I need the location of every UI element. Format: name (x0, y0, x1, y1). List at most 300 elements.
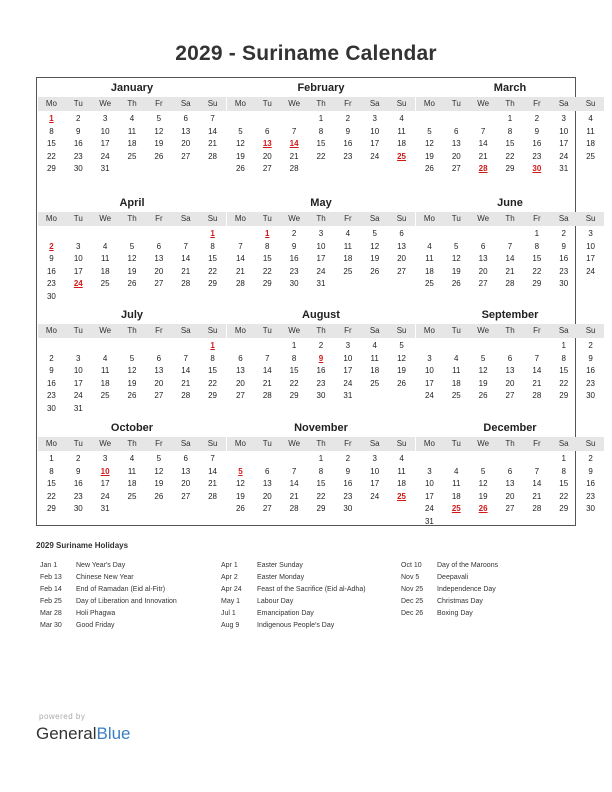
day-cell: 1 (49, 454, 54, 463)
holiday-day-cell: 13 (262, 139, 272, 148)
day-cell: 11 (127, 126, 137, 136)
day-cell: 9 (534, 126, 540, 136)
day-grid (416, 340, 604, 403)
month-december (416, 420, 604, 528)
day-cell: 12 (127, 366, 137, 375)
day-cell: 15 (262, 254, 272, 263)
day-cell: 16 (46, 266, 56, 276)
day-cell: 12 (397, 353, 407, 363)
day-cell: 8 (265, 241, 270, 251)
day-cell: 23 (73, 151, 83, 161)
day-cell: 7 (183, 241, 188, 251)
day-cell: 28 (289, 164, 299, 173)
day-cell: 2 (318, 341, 324, 350)
holiday-day-cell: 25 (397, 491, 407, 501)
day-cell: 8 (318, 126, 324, 136)
day-cell: 8 (534, 241, 540, 251)
day-cell: 6 (480, 241, 486, 251)
day-cell: 2 (291, 229, 297, 238)
day-cell: 1 (561, 454, 566, 463)
weekday-label: Mo (234, 326, 246, 335)
holiday-day-cell: 26 (478, 504, 488, 513)
day-cell: 24 (370, 151, 380, 161)
day-cell: 13 (262, 479, 272, 488)
day-cell: 22 (316, 491, 326, 501)
day-cell: 15 (289, 366, 299, 375)
day-cell: 26 (397, 378, 407, 388)
month-april (38, 195, 226, 303)
holiday-date: Dec 25 (401, 598, 424, 605)
day-cell: 21 (235, 266, 245, 276)
day-cell: 21 (208, 479, 218, 488)
day-cell: 26 (154, 151, 164, 161)
holiday-name: Day of the Maroons (437, 562, 499, 569)
day-cell: 21 (208, 139, 218, 148)
empty-day-cell (227, 340, 254, 353)
empty-day-cell (523, 453, 550, 466)
weekday-label: Fr (533, 214, 541, 223)
day-cell: 1 (507, 114, 513, 123)
day-cell: 2 (588, 454, 593, 463)
empty-day-cell (38, 340, 65, 353)
day-cell: 29 (505, 164, 515, 173)
day-cell: 8 (561, 353, 566, 363)
day-cell: 6 (454, 126, 459, 136)
holiday-row (221, 608, 366, 620)
day-cell: 13 (181, 126, 191, 136)
day-cell: 22 (559, 378, 569, 388)
empty-day-cell (497, 340, 524, 353)
weekday-label: We (288, 99, 301, 108)
weekday-label: Tu (451, 439, 461, 448)
empty-day-cell (281, 453, 308, 466)
day-cell: 6 (399, 229, 404, 238)
holiday-date: Mar 30 (40, 622, 62, 629)
day-cell: 21 (289, 491, 299, 501)
weekday-label: Su (207, 99, 218, 108)
day-cell: 2 (534, 114, 540, 123)
empty-day-cell (92, 340, 119, 353)
holiday-row (40, 560, 177, 572)
day-cell: 5 (480, 466, 486, 476)
day-cell: 15 (532, 254, 542, 263)
weekday-header (227, 437, 415, 451)
day-cell: 1 (318, 114, 324, 123)
day-cell: 6 (156, 241, 162, 251)
day-cell: 31 (73, 403, 83, 413)
day-cell: 28 (289, 504, 299, 513)
day-cell: 3 (427, 466, 432, 476)
day-cell: 17 (559, 139, 569, 148)
weekday-label: Sa (180, 99, 191, 108)
weekday-label: Tu (262, 326, 272, 335)
day-cell: 30 (73, 504, 83, 513)
weekday-label: Th (127, 99, 137, 108)
day-cell: 27 (181, 491, 191, 501)
day-cell: 10 (73, 366, 83, 375)
day-cell: 11 (425, 254, 434, 263)
month-name: August (302, 309, 340, 321)
day-cell: 4 (372, 341, 377, 350)
weekday-label: Sa (180, 214, 191, 223)
empty-day-cell (416, 228, 443, 241)
day-cell: 7 (210, 454, 215, 463)
day-cell: 17 (424, 491, 434, 501)
day-cell: 19 (397, 366, 407, 375)
day-cell: 20 (154, 266, 164, 276)
day-cell: 7 (291, 466, 297, 476)
day-cell: 5 (156, 454, 162, 463)
weekday-label: Mo (234, 439, 246, 448)
day-cell: 18 (370, 366, 380, 375)
day-cell: 8 (507, 126, 513, 136)
day-cell: 15 (559, 479, 569, 488)
day-cell: 12 (154, 126, 164, 136)
day-cell: 4 (129, 454, 135, 463)
day-cell: 4 (427, 241, 432, 251)
holiday-date: Aug 9 (221, 622, 240, 629)
day-cell: 14 (208, 466, 218, 476)
empty-day-cell (38, 228, 65, 241)
weekday-label: We (477, 326, 490, 335)
day-cell: 27 (154, 391, 164, 400)
day-grid (416, 228, 604, 291)
holiday-name: Emancipation Day (257, 610, 314, 617)
day-cell: 21 (532, 491, 542, 501)
weekday-label: Sa (558, 99, 569, 108)
day-cell: 10 (586, 241, 596, 251)
day-cell: 3 (76, 353, 81, 363)
day-cell: 2 (49, 353, 54, 363)
holiday-column (40, 560, 177, 632)
day-cell: 4 (102, 241, 108, 251)
day-cell: 9 (291, 241, 297, 251)
day-cell: 9 (49, 254, 54, 263)
day-cell: 12 (424, 139, 434, 148)
day-cell: 31 (343, 391, 353, 400)
day-cell: 25 (127, 491, 137, 501)
holiday-name: Good Friday (76, 622, 115, 629)
day-cell: 18 (397, 479, 407, 488)
day-cell: 16 (343, 479, 353, 488)
day-cell: 3 (588, 229, 593, 238)
day-cell: 20 (181, 479, 191, 488)
day-cell: 30 (289, 279, 299, 288)
day-cell: 28 (262, 391, 272, 400)
day-cell: 28 (208, 151, 218, 161)
day-cell: 12 (127, 254, 137, 263)
holiday-day-cell: 10 (100, 466, 110, 476)
day-cell: 24 (100, 151, 110, 161)
day-cell: 18 (127, 139, 137, 148)
day-cell: 10 (424, 366, 434, 375)
day-cell: 23 (586, 378, 596, 388)
day-cell: 13 (478, 254, 488, 263)
weekday-label: Mo (45, 326, 57, 335)
day-cell: 24 (316, 266, 326, 276)
day-cell: 19 (478, 378, 488, 388)
holiday-date: Dec 26 (401, 610, 424, 617)
day-cell: 28 (181, 279, 191, 288)
empty-day-cell (497, 228, 524, 241)
day-cell: 5 (399, 341, 404, 350)
day-cell: 7 (534, 353, 540, 363)
empty-day-cell (443, 453, 470, 466)
day-cell: 27 (235, 391, 245, 400)
weekday-label: Fr (344, 326, 352, 335)
weekday-label: Su (207, 214, 218, 223)
day-cell: 17 (370, 139, 380, 148)
day-cell: 18 (586, 139, 596, 148)
day-cell: 3 (372, 114, 377, 123)
month-name: November (294, 422, 348, 434)
day-cell: 3 (102, 454, 108, 463)
day-cell: 29 (208, 391, 218, 400)
day-cell: 29 (559, 504, 569, 513)
day-cell: 15 (559, 366, 569, 375)
day-cell: 22 (208, 266, 218, 276)
weekday-label: Mo (45, 99, 57, 108)
holiday-name: Christmas Day (437, 598, 483, 605)
weekday-label: Sa (558, 326, 569, 335)
day-cell: 6 (265, 126, 270, 136)
weekday-label: Su (396, 214, 407, 223)
day-cell: 29 (532, 279, 542, 288)
weekday-label: Fr (533, 326, 541, 335)
page-title: 2029 - Suriname Calendar (175, 42, 437, 65)
holiday-row (40, 608, 177, 620)
day-cell: 9 (49, 366, 54, 375)
empty-day-cell (281, 113, 308, 126)
day-cell: 24 (100, 491, 110, 501)
empty-day-cell (470, 340, 497, 353)
empty-day-cell (92, 228, 119, 241)
weekday-label: Tu (451, 326, 461, 335)
weekday-label: Sa (558, 214, 569, 223)
month-september (416, 307, 604, 403)
month-august (227, 307, 415, 403)
day-cell: 3 (76, 241, 81, 251)
day-cell: 23 (343, 151, 353, 161)
weekday-header (416, 97, 604, 111)
holiday-day-cell: 1 (49, 114, 54, 123)
holiday-day-cell: 1 (210, 229, 215, 238)
day-cell: 15 (208, 254, 218, 263)
day-cell: 19 (154, 139, 164, 148)
weekday-label: Tu (73, 99, 83, 108)
day-cell: 22 (46, 491, 56, 501)
weekday-label: We (99, 439, 112, 448)
day-cell: 26 (154, 491, 164, 501)
weekday-label: Mo (45, 439, 57, 448)
day-cell: 2 (561, 229, 566, 238)
day-cell: 24 (73, 391, 83, 400)
day-cell: 27 (262, 164, 272, 173)
day-cell: 21 (505, 266, 515, 276)
weekday-label: We (477, 214, 490, 223)
day-cell: 5 (372, 229, 377, 238)
day-cell: 16 (586, 479, 596, 488)
holiday-name: Holi Phagwa (76, 610, 116, 617)
day-cell: 30 (46, 403, 56, 413)
day-cell: 23 (73, 491, 83, 501)
day-cell: 13 (505, 479, 515, 488)
day-cell: 30 (46, 291, 56, 301)
day-cell: 23 (289, 266, 299, 276)
day-cell: 30 (586, 504, 596, 513)
day-cell: 14 (181, 254, 191, 263)
day-cell: 13 (181, 466, 191, 476)
weekday-label: Tu (262, 99, 272, 108)
day-cell: 11 (452, 366, 461, 375)
day-cell: 17 (73, 378, 83, 388)
day-cell: 20 (478, 266, 488, 276)
day-cell: 15 (46, 139, 56, 148)
day-cell: 26 (127, 279, 137, 288)
holiday-date: Nov 5 (401, 574, 420, 581)
day-cell: 5 (129, 353, 135, 363)
day-cell: 18 (343, 254, 353, 263)
empty-day-cell (119, 340, 146, 353)
holiday-column (221, 560, 366, 632)
holiday-day-cell: 25 (451, 504, 461, 513)
day-cell: 16 (73, 139, 83, 148)
day-cell: 10 (559, 126, 569, 136)
day-cell: 25 (451, 391, 461, 400)
empty-day-cell (523, 340, 550, 353)
day-cell: 19 (478, 491, 488, 501)
day-cell: 28 (532, 504, 542, 513)
holiday-day-cell: 14 (289, 139, 299, 148)
empty-day-cell (172, 228, 199, 241)
weekday-label: Fr (533, 99, 541, 108)
day-cell: 28 (505, 279, 515, 288)
day-cell: 24 (370, 491, 380, 501)
day-cell: 2 (345, 114, 351, 123)
holiday-date: Apr 24 (221, 586, 242, 593)
weekday-label: We (288, 214, 301, 223)
empty-day-cell (145, 340, 172, 353)
weekday-label: Sa (369, 326, 380, 335)
holiday-day-cell: 28 (478, 164, 488, 173)
empty-day-cell (443, 340, 470, 353)
day-cell: 7 (265, 353, 270, 363)
day-cell: 3 (427, 353, 432, 363)
weekday-label: Su (396, 326, 407, 335)
day-grid (227, 453, 415, 516)
day-cell: 12 (235, 139, 245, 148)
weekday-label: Fr (533, 439, 541, 448)
day-cell: 26 (235, 504, 245, 513)
day-cell: 7 (480, 126, 486, 136)
holiday-name: Deepavali (437, 574, 469, 581)
holiday-date: Jan 1 (40, 562, 58, 569)
day-cell: 18 (451, 378, 461, 388)
holiday-row (401, 584, 498, 596)
holiday-name: Boxing Day (437, 610, 473, 617)
weekday-label: Th (505, 214, 515, 223)
weekday-label: Th (127, 439, 137, 448)
holiday-date: Mar 28 (40, 610, 62, 617)
month-november (227, 420, 415, 516)
holiday-name: Easter Monday (257, 574, 305, 581)
day-cell: 9 (76, 466, 81, 476)
day-cell: 3 (345, 341, 351, 350)
day-cell: 28 (235, 279, 245, 288)
day-cell: 15 (208, 366, 218, 375)
day-cell: 20 (505, 491, 515, 501)
weekday-header (227, 97, 415, 111)
day-cell: 18 (397, 139, 407, 148)
holiday-name: Indigenous People's Day (257, 622, 335, 629)
day-cell: 19 (370, 254, 380, 263)
generalblue-logo[interactable] (36, 724, 131, 744)
day-cell: 8 (210, 353, 215, 363)
day-cell: 6 (238, 353, 243, 363)
day-cell: 11 (370, 353, 379, 363)
day-cell: 2 (588, 341, 593, 350)
day-cell: 28 (208, 491, 218, 501)
holiday-column (401, 560, 498, 620)
day-cell: 19 (235, 151, 245, 161)
day-cell: 15 (46, 479, 56, 488)
day-cell: 17 (586, 254, 596, 263)
holiday-row (40, 620, 177, 632)
day-cell: 13 (505, 366, 515, 375)
empty-day-cell (416, 340, 443, 353)
day-cell: 17 (73, 266, 83, 276)
day-cell: 7 (507, 241, 513, 251)
day-cell: 3 (102, 114, 108, 123)
day-cell: 4 (454, 353, 459, 363)
day-cell: 23 (316, 378, 326, 388)
day-cell: 22 (316, 151, 326, 161)
day-cell: 24 (343, 378, 353, 388)
holiday-name: Day of Liberation and Innovation (76, 598, 177, 605)
day-cell: 12 (154, 466, 164, 476)
day-cell: 19 (127, 266, 137, 276)
day-cell: 26 (370, 266, 380, 276)
month-july (38, 307, 226, 415)
holiday-row (221, 572, 366, 584)
empty-day-cell (172, 340, 199, 353)
day-cell: 13 (397, 241, 407, 251)
weekday-header (38, 324, 226, 338)
holiday-name: Feast of the Sacrifice (Eid al-Adha) (257, 586, 366, 593)
holiday-row (401, 608, 498, 620)
day-cell: 1 (561, 341, 566, 350)
day-cell: 15 (505, 139, 515, 148)
weekday-label: Tu (262, 439, 272, 448)
day-cell: 11 (100, 254, 110, 263)
day-cell: 9 (345, 466, 351, 476)
weekday-label: Fr (155, 326, 163, 335)
holiday-date: Feb 25 (40, 598, 62, 605)
day-cell: 14 (532, 366, 542, 375)
day-cell: 15 (316, 479, 326, 488)
day-cell: 16 (532, 139, 542, 148)
day-cell: 12 (478, 479, 488, 488)
day-cell: 26 (127, 391, 137, 400)
month-name: February (297, 82, 345, 94)
day-cell: 4 (345, 229, 351, 238)
weekday-label: Mo (423, 99, 435, 108)
weekday-label: Fr (344, 214, 352, 223)
day-grid (38, 113, 226, 176)
day-cell: 20 (154, 378, 164, 388)
day-cell: 24 (424, 391, 434, 400)
empty-day-cell (227, 228, 254, 241)
